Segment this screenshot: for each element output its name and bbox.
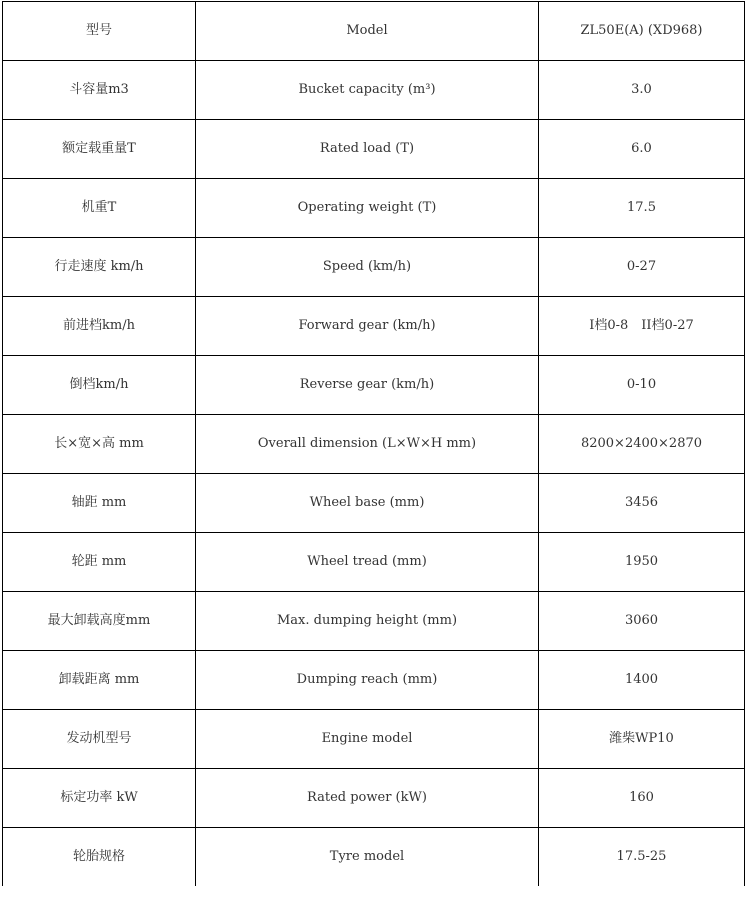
cell-cn-label: 额定载重量T — [3, 120, 196, 179]
cell-en-label: Rated power (kW) — [196, 769, 539, 828]
cell-value: ZL50E(A) (XD968) — [539, 2, 745, 61]
cell-en-label: Rated load (T) — [196, 120, 539, 179]
spec-table-body — [3, 2, 745, 887]
cell-en-label: Tyre model — [196, 828, 539, 887]
cell-value: 潍柴WP10 — [539, 710, 745, 769]
table-row — [3, 710, 745, 769]
cell-cn-label: 行走速度 km/h — [3, 238, 196, 297]
cell-en-label: Speed (km/h) — [196, 238, 539, 297]
cell-cn-label: 机重T — [3, 179, 196, 238]
cell-cn-label: 轮距 mm — [3, 533, 196, 592]
cell-cn-label: 型号 — [3, 2, 196, 61]
cell-value: 17.5 — [539, 179, 745, 238]
cell-value: 0-27 — [539, 238, 745, 297]
table-row — [3, 828, 745, 887]
cell-cn-label: 卸载距离 mm — [3, 651, 196, 710]
cell-cn-label: 长×宽×高 mm — [3, 415, 196, 474]
cell-en-label: Wheel tread (mm) — [196, 533, 539, 592]
table-row — [3, 179, 745, 238]
cell-value: 6.0 — [539, 120, 745, 179]
table-row — [3, 297, 745, 356]
cell-en-label: Model — [196, 2, 539, 61]
cell-value: 3456 — [539, 474, 745, 533]
cell-cn-label: 倒档km/h — [3, 356, 196, 415]
cell-cn-label: 轴距 mm — [3, 474, 196, 533]
cell-value: 160 — [539, 769, 745, 828]
cell-en-label: Bucket capacity (m³) — [196, 61, 539, 120]
table-row — [3, 533, 745, 592]
table-row — [3, 474, 745, 533]
cell-value: 3060 — [539, 592, 745, 651]
table-row — [3, 651, 745, 710]
cell-cn-label: 最大卸载高度mm — [3, 592, 196, 651]
cell-cn-label: 发动机型号 — [3, 710, 196, 769]
table-row — [3, 120, 745, 179]
cell-en-label: Forward gear (km/h) — [196, 297, 539, 356]
table-row — [3, 769, 745, 828]
cell-value: 1950 — [539, 533, 745, 592]
cell-cn-label: 斗容量m3 — [3, 61, 196, 120]
table-row — [3, 356, 745, 415]
cell-en-label: Max. dumping height (mm) — [196, 592, 539, 651]
table-row — [3, 238, 745, 297]
cell-en-label: Reverse gear (km/h) — [196, 356, 539, 415]
table-row — [3, 61, 745, 120]
cell-cn-label: 前进档km/h — [3, 297, 196, 356]
cell-en-label: Overall dimension (L×W×H mm) — [196, 415, 539, 474]
cell-en-label: Engine model — [196, 710, 539, 769]
table-row — [3, 2, 745, 61]
table-row — [3, 592, 745, 651]
spec-table — [2, 1, 745, 886]
cell-en-label: Wheel base (mm) — [196, 474, 539, 533]
cell-cn-label: 轮胎规格 — [3, 828, 196, 887]
cell-value: 17.5-25 — [539, 828, 745, 887]
cell-en-label: Operating weight (T) — [196, 179, 539, 238]
cell-value: 8200×2400×2870 — [539, 415, 745, 474]
cell-en-label: Dumping reach (mm) — [196, 651, 539, 710]
cell-cn-label: 标定功率 kW — [3, 769, 196, 828]
cell-value: 0-10 — [539, 356, 745, 415]
cell-value: I档0-8 II档0-27 — [539, 297, 745, 356]
table-row — [3, 415, 745, 474]
cell-value: 1400 — [539, 651, 745, 710]
cell-value: 3.0 — [539, 61, 745, 120]
